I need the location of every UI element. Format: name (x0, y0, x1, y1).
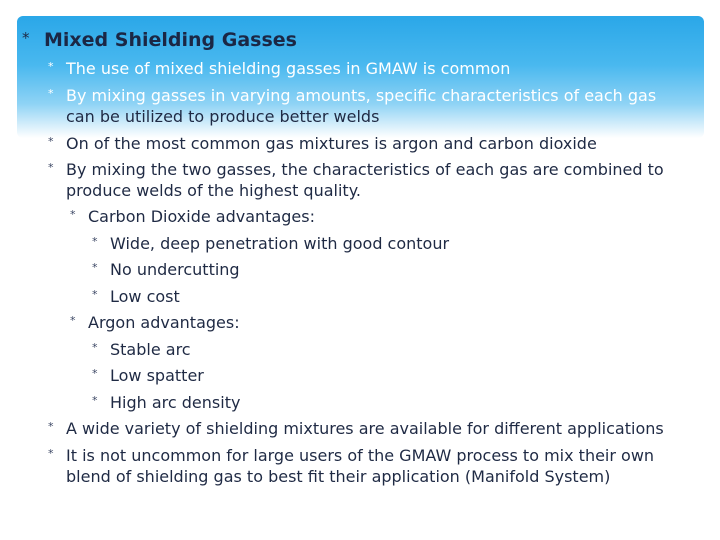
bullet-text: Stable arc (110, 340, 191, 359)
bullet-text: No undercutting (110, 260, 240, 279)
bullet-item (48, 420, 664, 438)
bullet-icon: * (48, 135, 54, 148)
bullet-text: By mixing the two gasses, the characteristics of each gas are combined to (66, 160, 664, 179)
slide-title: Mixed Shielding Gasses (44, 29, 297, 51)
slide-title-row (22, 29, 297, 51)
bullet-icon: * (92, 394, 98, 407)
bullet-continuation (66, 182, 361, 200)
bullet-text: produce welds of the highest quality. (66, 181, 361, 200)
bullet-text: Low cost (110, 287, 180, 306)
bullet-item (48, 447, 654, 465)
bullet-text: By mixing gasses in varying amounts, specific characteristics of each gas (66, 86, 657, 105)
bullet-icon: * (92, 261, 98, 274)
bullet-item (48, 87, 656, 105)
bullet-continuation (66, 468, 610, 486)
bullet-item (48, 135, 597, 153)
bullet-icon: * (48, 60, 54, 73)
bullet-item (92, 394, 240, 412)
bullet-text: Wide, deep penetration with good contour (110, 234, 450, 253)
bullet-text: Carbon Dioxide advantages: (88, 207, 315, 226)
bullet-icon: * (92, 367, 98, 380)
bullet-text: On of the most common gas mixtures is argon and carbon dioxide (66, 134, 597, 153)
bullet-text: The use of mixed shielding gasses in GMAW is common (66, 59, 511, 78)
bullet-text: Argon advantages: (88, 313, 240, 332)
bullet-icon: * (48, 161, 54, 174)
bullet-icon: * (48, 87, 54, 100)
bullet-icon: * (92, 235, 98, 248)
bullet-text: It is not uncommon for large users of the GMAW process to mix their own (66, 446, 655, 465)
bullet-text: blend of shielding gas to best fit their application (Manifold System) (66, 467, 611, 486)
bullet-icon: * (48, 447, 54, 460)
bullet-item (92, 261, 240, 279)
bullet-icon: * (22, 29, 30, 47)
bullet-icon: * (70, 208, 76, 221)
bullet-item (70, 208, 315, 226)
bullet-item (48, 161, 664, 179)
bullet-item (70, 314, 240, 332)
bullet-item (92, 367, 204, 385)
bullet-icon: * (92, 288, 98, 301)
bullet-item (48, 60, 510, 78)
bullet-text: can be utilized to produce better welds (66, 107, 380, 126)
bullet-text: High arc density (110, 393, 241, 412)
bullet-icon: * (48, 420, 54, 433)
bullet-item (92, 235, 449, 253)
bullet-item (92, 341, 191, 359)
bullet-icon: * (70, 314, 76, 327)
bullet-text: A wide variety of shielding mixtures are available for different applications (66, 419, 664, 438)
bullet-icon: * (92, 341, 98, 354)
bullet-continuation (66, 108, 379, 126)
bullet-item (92, 288, 180, 306)
bullet-text: Low spatter (110, 366, 204, 385)
